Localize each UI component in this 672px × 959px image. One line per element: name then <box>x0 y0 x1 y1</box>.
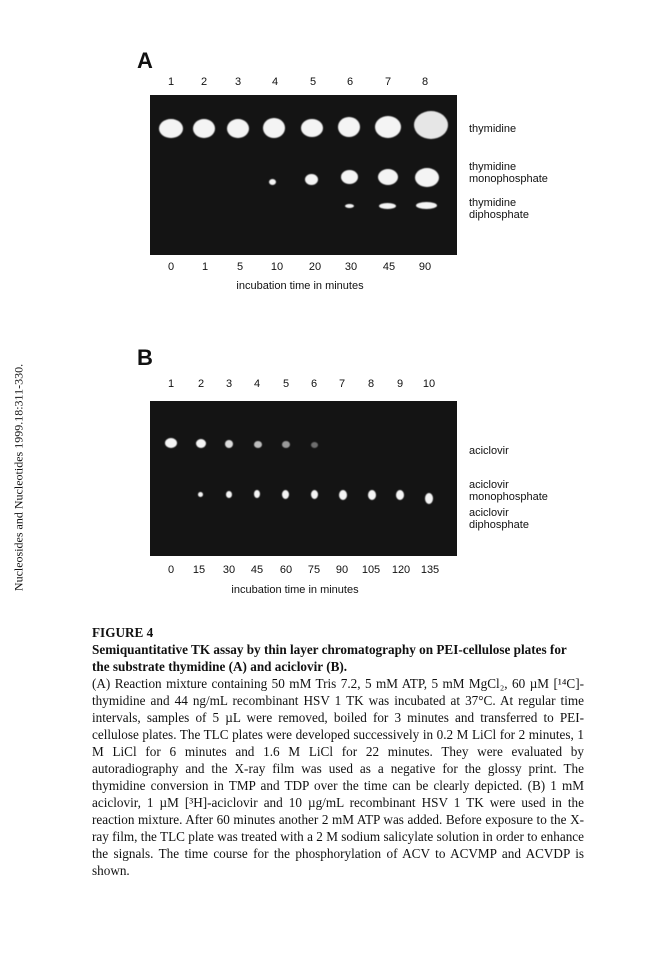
tlc-spot <box>282 441 290 448</box>
figure-caption <box>92 624 584 879</box>
tlc-spot <box>341 170 358 184</box>
band-label-thymidine: thymidine <box>469 123 517 135</box>
tlc-spot <box>305 174 318 185</box>
time-label: 5 <box>236 261 244 273</box>
band-label-thymidine-monophosphate: thymidine monophosphate <box>469 161 548 185</box>
tlc-spot <box>368 490 376 500</box>
band-label-aciclovir: aciclovir <box>469 445 509 457</box>
time-label: 45 <box>382 261 396 273</box>
panel-b-lane-label: 7 <box>338 378 346 390</box>
tlc-spot <box>282 490 289 499</box>
time-label: 1 <box>201 261 209 273</box>
tlc-plate-aciclovir <box>150 401 457 556</box>
tlc-spot <box>416 202 437 209</box>
tlc-spot <box>378 169 398 185</box>
tlc-spot <box>415 168 439 187</box>
journal-citation-vertical: Nucleosides and Nucleotides 1999.18:311-330. <box>11 363 26 592</box>
time-label: 90 <box>418 261 432 273</box>
time-label: 0 <box>167 261 175 273</box>
time-label: 60 <box>279 564 293 576</box>
panel-a-lane-label: 3 <box>234 76 242 88</box>
panel-b-lane-label: 5 <box>282 378 290 390</box>
time-label: 135 <box>420 564 440 576</box>
panel-b-lane-label: 1 <box>167 378 175 390</box>
tlc-spot <box>165 438 177 448</box>
tlc-spot <box>254 490 260 498</box>
time-label: 0 <box>167 564 175 576</box>
tlc-spot <box>396 490 404 500</box>
panel-a-letter: A <box>137 48 153 73</box>
tlc-spot <box>375 116 401 138</box>
band-label-thymidine-diphosphate: thymidine diphosphate <box>469 197 529 221</box>
panel-a-lane-label: 6 <box>346 76 354 88</box>
panel-b-lane-numbers <box>0 378 672 392</box>
tlc-spot <box>301 119 323 137</box>
panel-b-lane-label: 9 <box>396 378 404 390</box>
panel-a-lane-label: 1 <box>167 76 175 88</box>
time-label: 20 <box>308 261 322 273</box>
tlc-spot <box>379 203 396 209</box>
panel-b-time-labels <box>0 564 672 578</box>
tlc-spot <box>345 204 354 208</box>
figure-caption-body: (A) Reaction mixture containing 50 mM Tris 7.2, 5 mM ATP, 5 mM MgCl₂, 60 µM [¹⁴C]-thymidine and 44 ng/mL recombinant HSV 1 TK was incubated at 37°C. At regular time intervals, samples of 5 µL were removed, boiled for 3 minutes and transferred to PEI-cellulose plates. The TLC plates were developed successively in 0.2 M LiCl for 2 minutes, 1 M LiCl for 6 minutes and 1.6 M LiCl for 22 minutes. They were evaluated by autoradiography and the X-ray film was used as a negative for the glossy print. The thymidine conversion in TMP and TDP over the time can be clearly depicted. (B) 1 mM aciclovir, 1 µM [³H]-aciclovir and 10 µg/mL recombinant HSV 1 TK were used in the reaction mixture. After 60 minutes another 2 mM ATP was added. Before exposure to the X-ray film, the TLC plate was treated with a 2 M sodium salicylate solution in order to enhance the signals. The time course for the phosphorylation of ACV to ACVMP and ACVDP is shown. <box>92 676 584 878</box>
time-label: 120 <box>391 564 411 576</box>
band-label-aciclovir-monophosphate: aciclovir monophosphate <box>469 479 548 503</box>
panel-b-lane-label: 10 <box>422 378 436 390</box>
tlc-spot <box>338 117 360 137</box>
tlc-spot <box>225 440 233 448</box>
time-label: 45 <box>250 564 264 576</box>
panel-b-lane-label: 8 <box>367 378 375 390</box>
panel-a-lane-numbers <box>0 76 672 90</box>
tlc-spot <box>159 119 183 138</box>
panel-b-lane-label: 4 <box>253 378 261 390</box>
tlc-spot <box>254 441 262 448</box>
panel-a-lane-label: 8 <box>421 76 429 88</box>
tlc-spot <box>311 490 318 499</box>
figure-number: FIGURE 4 <box>92 625 154 640</box>
panel-a-lane-label: 5 <box>309 76 317 88</box>
figure-title: Semiquantitative TK assay by thin layer chromatography on PEI-cellulose plates for the substrate thymidine (A) and aciclovir (B). <box>92 642 567 674</box>
tlc-spot <box>311 442 318 448</box>
panel-a-lane-label: 2 <box>200 76 208 88</box>
panel-b-lane-label: 6 <box>310 378 318 390</box>
panel-a-lane-label: 4 <box>271 76 279 88</box>
time-label: 105 <box>361 564 381 576</box>
time-label: 15 <box>192 564 206 576</box>
time-label: 90 <box>335 564 349 576</box>
tlc-spot <box>339 490 347 500</box>
panel-b-lane-label: 2 <box>197 378 205 390</box>
panel-b-letter: B <box>137 345 153 370</box>
panel-b-x-axis-title: incubation time in minutes <box>231 584 359 596</box>
tlc-spot <box>226 491 232 498</box>
tlc-spot <box>269 179 276 185</box>
tlc-spot <box>227 119 249 138</box>
tlc-spot <box>196 439 206 448</box>
panel-a-x-axis-title: incubation time in minutes <box>236 280 364 292</box>
band-label-aciclovir-diphosphate: aciclovir diphosphate <box>469 507 529 531</box>
tlc-plate-thymidine <box>150 95 457 255</box>
tlc-spot <box>263 118 285 138</box>
tlc-spot <box>198 492 203 497</box>
time-label: 75 <box>307 564 321 576</box>
panel-a-time-labels <box>0 261 672 275</box>
panel-a-lane-label: 7 <box>384 76 392 88</box>
panel-b-lane-label: 3 <box>225 378 233 390</box>
time-label: 10 <box>270 261 284 273</box>
tlc-spot <box>425 493 433 504</box>
tlc-spot <box>414 111 448 139</box>
time-label: 30 <box>222 564 236 576</box>
tlc-spot <box>193 119 215 138</box>
time-label: 30 <box>344 261 358 273</box>
